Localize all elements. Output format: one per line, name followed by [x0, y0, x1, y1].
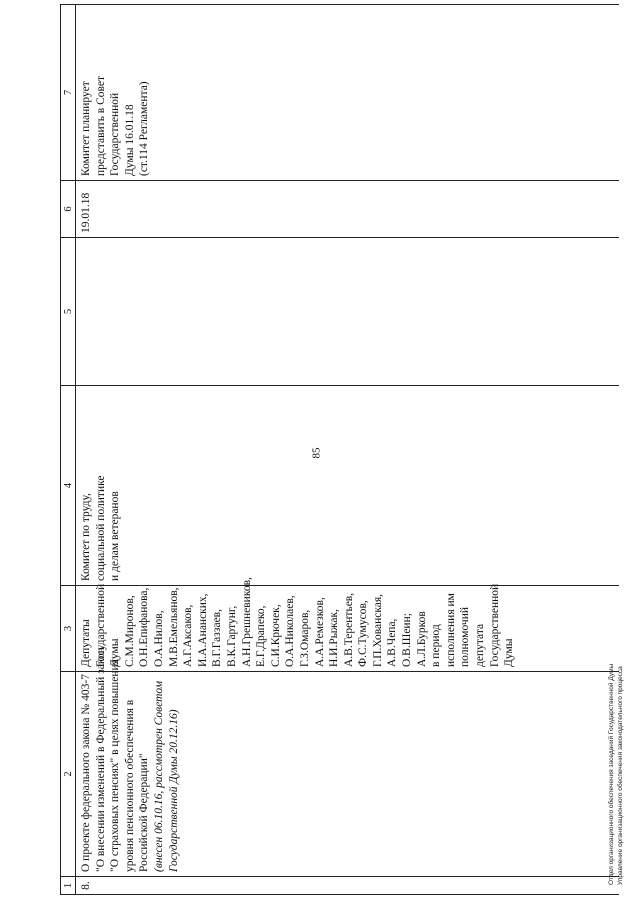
author-line: В.К.Гартунг,: [225, 605, 238, 667]
plan-line: (ст.114 Регламента): [138, 81, 151, 176]
author-line: Государственной: [488, 583, 501, 667]
bill-note-line: (внесен 06.10.16, рассмотрен Советом: [152, 680, 165, 872]
row-number: 8.: [76, 877, 620, 895]
author-line: И.А.Ананских,: [196, 593, 209, 667]
bills-table: [60, 4, 619, 895]
author-line: А.Л.Бурков: [415, 611, 428, 667]
author-line: О.А.Николаев,: [284, 595, 297, 667]
committee-line: Комитет по труду,: [80, 493, 92, 581]
author-line: полномочий: [459, 607, 472, 667]
bill-title-line: "О внесении изменений в Федеральный закон: [94, 647, 107, 872]
rotated-page: [60, 0, 626, 905]
date-cell: 19.01.18: [76, 181, 620, 238]
bill-title-line: уровня пенсионного обеспечения в: [123, 699, 136, 872]
author-line: М.В.Емельянов,: [167, 587, 180, 667]
column-5-cell: [76, 238, 620, 386]
author-line: А.В.Чепа,: [386, 618, 399, 667]
authors-cell: [76, 577, 620, 672]
author-line: Думы: [109, 638, 122, 667]
author-line: В.Г.Газзаев,: [211, 609, 224, 667]
author-line: исполнения им: [444, 593, 457, 667]
author-line: Думы: [503, 638, 516, 667]
author-line: Государственной: [94, 583, 107, 667]
author-line: Е.Г.Драпеко,: [255, 605, 268, 667]
bill-title-line: О проекте федерального закона № 403-7: [80, 674, 92, 872]
author-line: О.А.Нилов,: [152, 610, 165, 667]
column-header-row: [61, 5, 76, 895]
page-number: 85: [310, 447, 323, 459]
plan-line: представить в Совет: [94, 75, 107, 176]
bill-cell: [76, 647, 620, 877]
author-line: Г.З.Омаров,: [298, 609, 311, 667]
column-header: 7: [61, 5, 76, 181]
author-line: С.М.Миронов,: [123, 595, 136, 667]
author-line: в период: [430, 624, 443, 667]
author-line: депутата: [474, 623, 487, 667]
committee-line: и делам ветеранов: [109, 491, 122, 581]
table-row: [76, 5, 620, 895]
plan-cell: [76, 5, 620, 181]
author-line: А.А.Ремезков,: [313, 597, 326, 667]
plan-line: Государственной: [109, 92, 122, 176]
author-line: Н.И.Рыжак,: [328, 609, 341, 667]
committee-cell: [76, 386, 620, 586]
committee-line: социальной политике: [94, 475, 107, 581]
author-line: С.И.Крючек,: [269, 604, 282, 667]
column-header: 4: [61, 386, 76, 586]
column-header: 1: [61, 877, 76, 895]
bill-title-line: Российской Федерации": [138, 753, 151, 872]
author-line: Г.П.Хованская,: [371, 593, 384, 667]
footer-line: Управление организационного обеспечения законодательного процесса: [616, 666, 624, 885]
column-header: 2: [61, 672, 76, 877]
footer-line: Отдел организационного обеспечения заседаний Государственной Думы: [608, 663, 615, 885]
author-line: О.Н.Епифанова,: [138, 587, 151, 667]
column-header: 5: [61, 238, 76, 386]
footer: [608, 664, 625, 885]
column-header: 6: [61, 181, 76, 238]
author-line: Ф.С.Тумусов,: [357, 600, 370, 667]
author-line: А.Н.Грешневиков,: [240, 577, 253, 667]
bill-note-line: Государственной Думы 20.12.16): [167, 709, 180, 872]
plan-line: Думы 16.01.18: [123, 104, 136, 176]
column-header: 3: [61, 586, 76, 672]
author-line: А.Г.Аксаков,: [182, 604, 195, 667]
plan-line: Комитет планирует: [80, 81, 92, 176]
author-line: Депутаты: [80, 619, 92, 667]
bill-title-line: "О страховых пенсиях" в целях повышения: [109, 659, 122, 872]
author-line: О.В.Шеин;: [401, 613, 414, 667]
author-line: А.В.Терентьев,: [342, 592, 355, 667]
